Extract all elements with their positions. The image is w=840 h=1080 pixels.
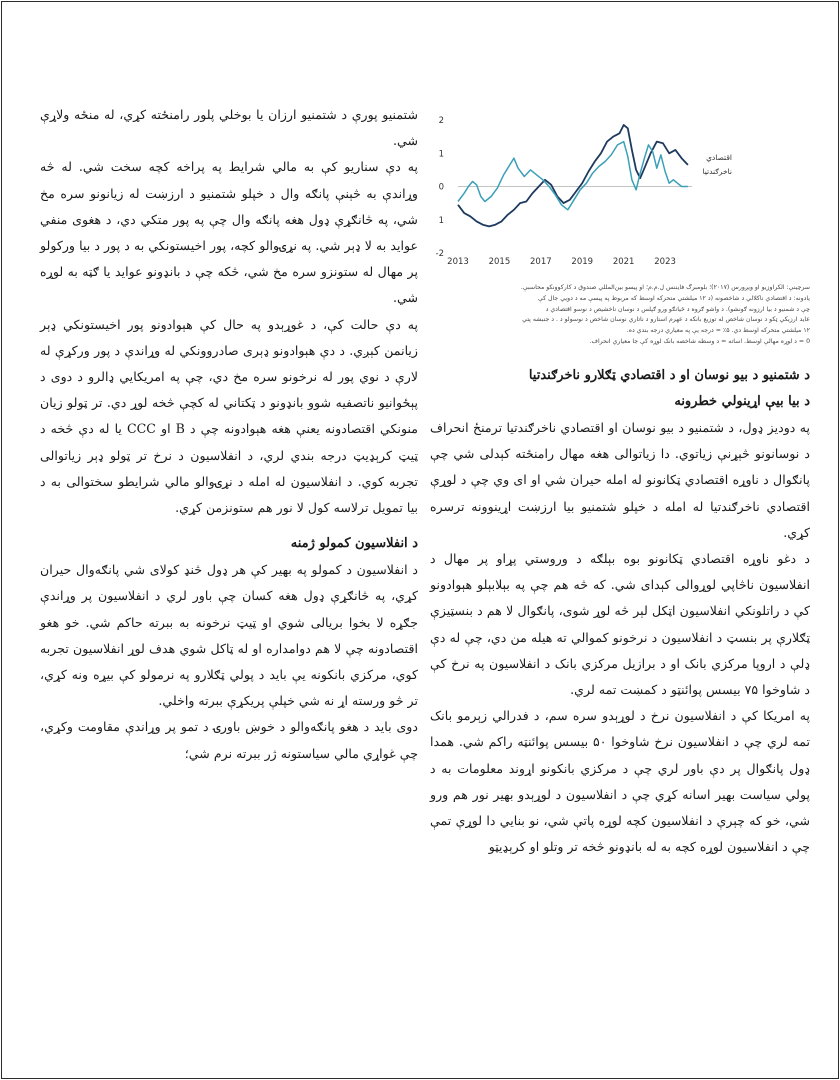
paragraph: شتمنيو پورې د شتمنيو ارزان يا بوخلي پلور رامنځته کړي، له منځه ولاړې شي.: [40, 107, 418, 149]
paragraph: په دې حالت کې، د غوړېدو په حال کې هېوادونو پور اخيستونکي ډېر زيانمن کېږي. د دې هېوادونو ډېری صادروونکي له وړاندې د پور ورکړې له لارې د نوي پور له نرخونو سره مخ دي، چې په امريکايي ډالرو د دوی د پېځوانيو ناتصفيه شوو بانډونو د ټکتاني له کچې څخه لوړ دي. تر ټولو زيان منونکي اقتصادونه يعنې هغه هېوادونه چې د B او CCC يا له دې څخه د ټيټ کرېډيټ درجه بندي لري، د انفلاسيون د نرخ تر ټولو ډېر زياتوالی تجربه کوي. د انفلاسيون له امله د نړۍوالو مالي شرايطو سختوالی به د بيا تمويل ترلاسه کول لا نور هم ستونزمن کړي.: [40, 316, 419, 516]
figure: [430, 108, 812, 353]
y-tick-label: 1: [438, 215, 444, 226]
section-heading: د انفلاسيون کمولو ژمنه: [290, 536, 418, 552]
figure-note: سرچينې: الکراوزيو او ويږورس (۲۰۱۷)؛ بلومبرګ فايننس ل.م.م؛ او پيسو بين‌المللي صندوق د کارکوونکو محاسبې.: [520, 284, 810, 291]
figure-note: 0 = د لوړه مهالې اوسط. اساته = د وسطه شاخصه بانک لوړه کې جا معياري انحراف.: [589, 337, 810, 345]
x-tick-label: 2013: [447, 257, 469, 267]
paragraph: دوی بايد د هغو پانګه‌والو د خوښ باورۍ د تمو پر وړاندې مقاومت وکړي، چې غواړي مالي سياستونه ژر ببرته نرم شي؛: [40, 719, 418, 761]
left-column: [40, 102, 418, 767]
x-tick-label: 2015: [488, 257, 511, 267]
paragraph: د دغو ناوړه اقتصادي ټکانونو بوه بېلګه د وروستي پړاو پر مهال د انفلاسيون ناڅاپي لوړوالی کېدای شي. که څه هم چې په بېلابېلو هېوادونو کې د راتلونکي انفلاسيون اټکل لېر څه لوړ شوی، پانګوال لا هم د بنسټيزې ټګلارې پر بنسټ د انفلاسيون د نرخونو کموالي ته هيله من دي، چې له دې ډلې د اروپا مرکزي بانک او د برازيل مرکزي بانک د انفلاسيون په نرخ کې د شاوخوا ۷۵ بيسس پوائنټو د کمښت تمه لري.: [430, 551, 810, 698]
section-heading: د بيا بيې اړينولي خطرونه: [674, 394, 810, 409]
x-tick-label: 2017: [530, 257, 552, 267]
x-tick-label: 2023: [654, 257, 676, 267]
figure-note: چې د شمنيو د بيا ارزونه ګونشو). د واشو ګروه د څيانګو ورو ګپلس د نوسان ناخشيص د نوسو اقتصادي د: [545, 305, 810, 313]
figure-notes: [430, 283, 810, 348]
series-line-economic: [458, 125, 688, 226]
figure-note: يادونه: د اقتصادي ناکلالي د شاخصونه (د ۱۲ ميلشتي متحرکه اوسط که مربوط په پيسې مه د دويي جال کې: [537, 294, 810, 302]
figure-note: ۱۲ ميلشتي متحرکه اوسط دي. ۵٪ = درجه يې په معياري درجه بندي ده.: [626, 327, 810, 335]
series-line-uncertainty: [458, 142, 688, 210]
paragraph: په امريکا کې د انفلاسيون نرخ د لوړېدو سره سم، د فدرالي زېرمو بانک تمه لري چې د انفلاسيون نرخ شاوخوا ۵۰ بيسس پوائنټه راکم شي. همدا ډول پانګوال پر دې باور لري چې د مرکزي بانکونو اړوند معلومات به د پولي سياست بهير اسانه کړي چې د انفلاسيون د لوړېدو بهير نور هم ورو شي، خو که چېرې د انفلاسيون کچه لوړه پاتې شي، نو بنايي دا لوړې تمې چې د انفلاسيون لوړه کچه به له بانډونو څخه تر وتلو او کرېډيټو: [430, 708, 810, 855]
paragraph: په دوديز ډول، د شتمنيو د بيو نوسان او اقتصادي ناخرګندتيا ترمنځ انحراف د نوسانونو څېړنې زياتوي. دا زياتوالی هغه مهال رامنځته کېدلی شي چې پانګوال د ناوړه اقتصادي ټکانونو له امله حيران شي او ای وي چې د لوړې اقتصادي ناخرګندتيا له امله د خپلو شتمنيو بيا ارزښت اړينوونه ترسره کړي.: [430, 420, 810, 540]
figure-note: عايد ارزيکي ټکو د نوسان شاخص له توزيع بانکه د عهرم استارو د ناتاري نوسان شاخص د نوسولو د . د جنبشه پتي: [522, 316, 810, 324]
y-tick-label: 2: [438, 116, 444, 126]
y-tick-label: -2: [435, 249, 444, 259]
y-tick-label: 0: [438, 182, 444, 193]
x-tick-label: 2019: [571, 257, 594, 267]
right-column: [430, 363, 810, 860]
paragraph: د انفلاسيون د کمولو په بهير کې هر ډول څنډ کولای شي پانګه‌وال حيران کړي، په څانګړې ډول هغه کسان چې باور لري د انفلاسيون پر وړاندې جګړه لا بخوا بريالی شوي او ټيټ نرخونه به ببرته حاکم شي. خو هغو اقتصادونه چې لا هم دوامداره او له ټاکل شوي هدف لوړ انفلاسيون تجربه کوي، مرکزي بانکونه يې بايد د پولي ټګلارو په نرمولو کې بيړه ونه کړي، تر څو ورسته اړ نه شي خپلې پريکړې ببرته واخلي.: [40, 562, 418, 709]
paragraph: په دې سناريو کې به مالي شرايط په پراخه کچه سخت شي. له څه وړاندې به څېنې پانګه وال د خپلو شتمنيو د ارزښت له زيانونو سره مخ شي، په څانګړې ډول هغه پانګه وال چې په پور متکي دي، د هغوی منفي عوايد به لا ډېر شي. په نړۍوالو کچه، پور اخيستونکي به د پور د بيا ورکولو پر مهال له ستونزو سره مخ شي، څکه چې د بانډونو عوايد يا ګټه به لوړه شي.: [40, 159, 418, 306]
section-heading: د شتمنيو د بيو نوسان او د اقتصادي ټګلارو ناخرګندتيا: [528, 368, 810, 383]
line-chart: [430, 108, 812, 283]
x-tick-label: 2021: [612, 257, 635, 267]
legend-entry: ناخرګندتيا: [702, 167, 732, 176]
y-tick-label: 1: [438, 149, 444, 160]
legend-entry: اقتصادي: [706, 153, 732, 162]
